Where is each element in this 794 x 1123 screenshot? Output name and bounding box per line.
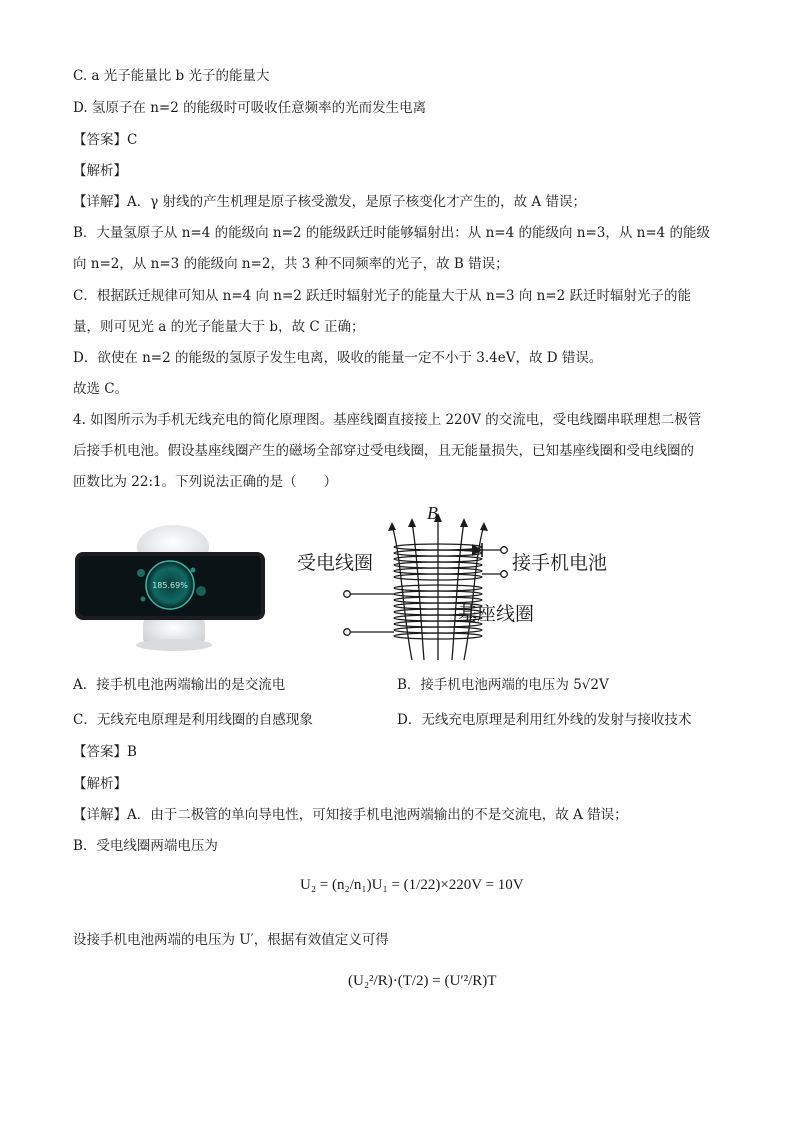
q4-option-c: C．无线充电原理是利用线圈的自感现象 <box>73 712 313 728</box>
q3-detail-c-line2: 量，则可见光 a 的光子能量大于 b，故 C 正确； <box>73 319 365 335</box>
base-coil-label: 基座线圈 <box>458 603 535 625</box>
q4-detail-effective-value: 设接手机电池两端的电压为 U′，根据有效值定义可得 <box>73 932 389 948</box>
q4-option-d: D．无线充电原理是利用红外线的发射与接收技术 <box>397 712 692 728</box>
q3-option-d: D. 氢原子在 n=2 的能级时可吸收任意频率的光而发生电离 <box>73 100 427 116</box>
q4-detail-a: 【详解】A．由于二极管的单向导电性，可知接手机电池两端输出的不是交流电，故 A 错误； <box>73 807 628 823</box>
q3-detail-b-line2: 向 n=2，从 n=3 的能级向 n=2，共 3 种不同频率的光子，故 B 错误； <box>73 256 509 272</box>
q3-option-c: C. a 光子能量比 b 光子的能量大 <box>73 68 270 84</box>
q3-detail-b-line1: B．大量氢原子从 n=4 的能级向 n=2 的能级跃迁时能够辐射出：从 n=4 的能级向 n=3，从 n=4 的能级 <box>73 225 711 241</box>
q3-analysis-heading: 【解析】 <box>73 163 127 179</box>
battery-terminal-top <box>501 547 508 554</box>
q4-option-b: B．接手机电池两端的电压为 5√2V <box>397 677 609 693</box>
q4-analysis-heading: 【解析】 <box>73 776 127 792</box>
formula-effective-value: (U₂²/R)·(T/2) = (U′²/R)T <box>348 973 497 989</box>
q4-stem-line2: 后接手机电池。假设基座线圈产生的磁场全部穿过受电线圈，且无能量损失，已知基座线圈和受电线圈的 <box>73 443 694 459</box>
magnetic-field-label: B <box>427 503 438 523</box>
phone-charger-photo <box>73 525 268 655</box>
q4-detail-b: B．受电线圈两端电压为 <box>73 838 218 854</box>
phone-screen-text: 185.69% <box>152 581 188 590</box>
coil-diagram <box>292 500 632 665</box>
battery-label: 接手机电池 <box>512 552 608 574</box>
q4-option-a: A．接手机电池两端输出的是交流电 <box>73 677 286 693</box>
coil-schematic <box>292 500 632 665</box>
formula-voltage-ratio: U₂ = (n₂/n₁)U₁ = (1/22)×220V = 10V <box>300 877 524 893</box>
q4-stem-line3: 匝数比为 22:1。下列说法正确的是（ ） <box>73 474 338 490</box>
q4-answer: 【答案】B <box>73 744 137 760</box>
battery-terminal-bottom <box>501 571 508 578</box>
q3-detail-d: D．欲使在 n=2 的能级的氢原子发生电离，吸收的能量一定不小于 3.4eV，故 D 错误。 <box>73 350 603 366</box>
q3-conclusion: 故选 C。 <box>73 381 129 397</box>
receiver-coil-label: 受电线圈 <box>297 552 374 574</box>
phone-charger-illustration <box>73 525 268 655</box>
q3-detail-a: 【详解】A．γ 射线的产生机理是原子核受激发，是原子核变化才产生的，故 A 错误； <box>73 194 586 210</box>
base-terminal-bottom <box>344 629 351 636</box>
q4-stem-line1: 4. 如图所示为手机无线充电的简化原理图。基座线圈直接接上 220V 的交流电，受电线圈串联理想二极管 <box>73 412 702 428</box>
q3-detail-c-line1: C．根据跃迁规律可知从 n=4 向 n=2 跃迁时辐射光子的能量大于从 n=3 向 n=2 跃迁时辐射光子的能 <box>73 288 692 304</box>
base-terminal-top <box>344 591 351 598</box>
q3-answer: 【答案】C <box>73 132 138 148</box>
